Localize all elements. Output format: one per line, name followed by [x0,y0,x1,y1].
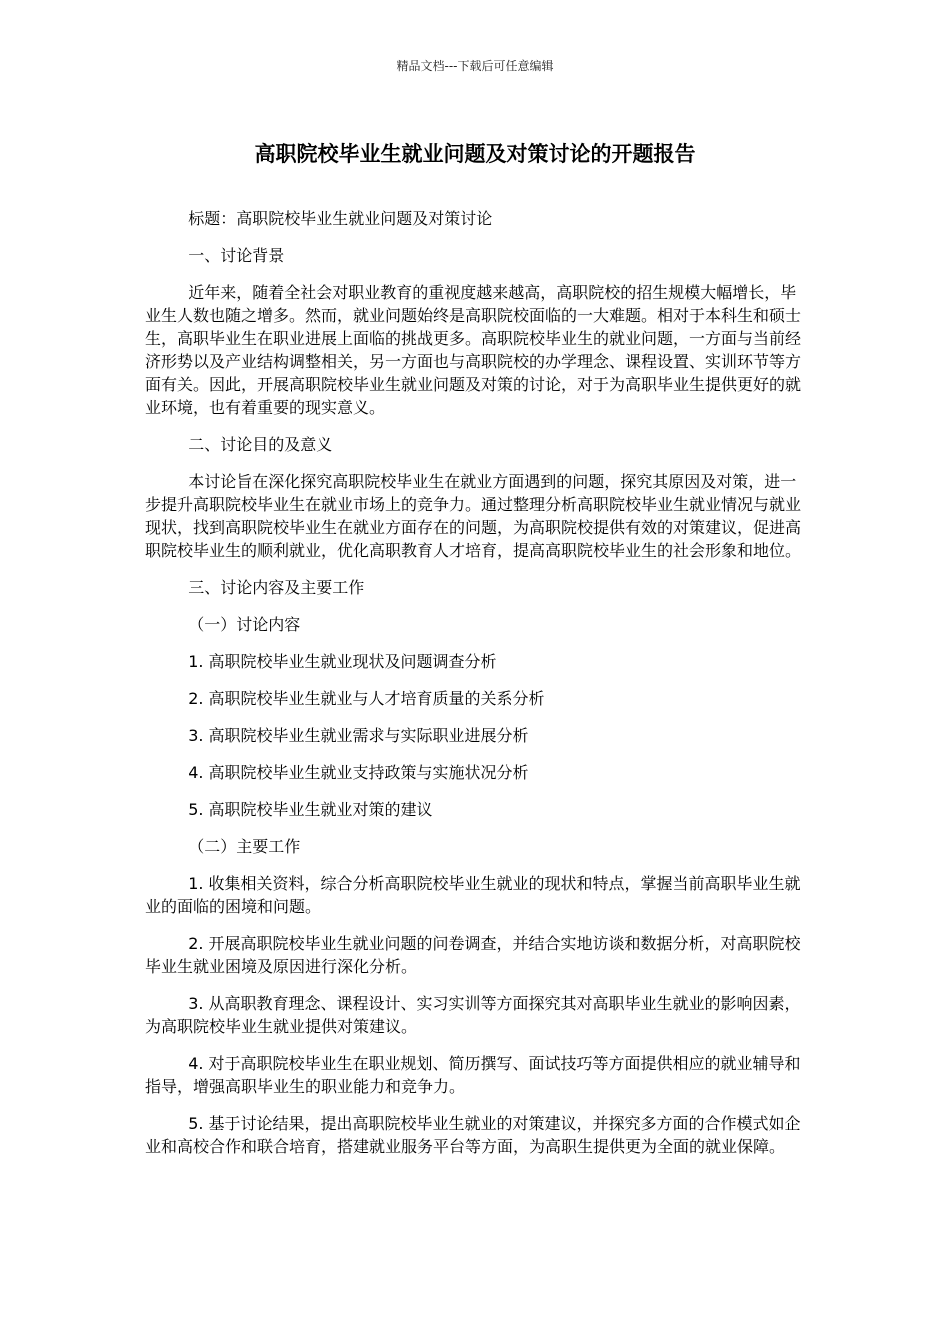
section-heading-content: 三、讨论内容及主要工作 [188,578,365,597]
header-note: 精品文档---下载后可任意编辑 [396,59,554,73]
subsection-heading-main-work: （二）主要工作 [188,837,301,856]
work-item: 4. 对于高职院校毕业生在职业规划、简历撰写、面试技巧等方面提供相应的就业辅导和指导，增强高职毕业生的职业能力和竞争力。 [145,1054,801,1096]
research-item: 2. 高职院校毕业生就业与人才培育质量的关系分析 [188,689,545,708]
research-item: 5. 高职院校毕业生就业对策的建议 [188,800,433,819]
work-item: 1. 收集相关资料，综合分析高职院校毕业生就业的现状和特点，掌握当前高职毕业生就业的面临的困境和问题。 [145,874,801,916]
work-item: 3. 从高职教育理念、课程设计、实习实训等方面探究其对高职毕业生就业的影响因素，为高职院校毕业生就业提供对策建议。 [145,994,801,1036]
document-title: 高职院校毕业生就业问题及对策讨论的开题报告 [254,142,696,166]
purpose-paragraph: 本讨论旨在深化探究高职院校毕业生在就业方面遇到的问题，探究其原因及对策，进一步提升高职院校毕业生在就业市场上的竞争力。通过整理分析高职院校毕业生就业情况与就业现状，找到高职院校毕业生在就业方面存在的问题，为高职院校提供有效的对策建议，促进高职院校毕业生的顺利就业，优化高职教育人才培育，提高高职院校毕业生的社会形象和地位。 [145,472,802,560]
subject-line: 标题：高职院校毕业生就业问题及对策讨论 [188,209,493,228]
subsection-heading-research-content: （一）讨论内容 [188,615,301,634]
section-heading-background: 一、讨论背景 [188,246,285,265]
research-item: 3. 高职院校毕业生就业需求与实际职业进展分析 [188,726,529,745]
background-paragraph: 近年来，随着全社会对职业教育的重视度越来越高，高职院校的招生规模大幅增长，毕业生人数也随之增多。然而，就业问题始终是高职院校面临的一大难题。相对于本科生和硕士生，高职毕业生在职业进展上面临的挑战更多。高职院校毕业生的就业问题，一方面与当前经济形势以及产业结构调整相关，另一方面也与高职院校的办学理念、课程设置、实训环节等方面有关。因此，开展高职院校毕业生就业问题及对策的讨论，对于为高职毕业生提供更好的就业环境，也有着重要的现实意义。 [145,283,802,417]
section-heading-purpose: 二、讨论目的及意义 [188,435,333,454]
document-body [145,207,805,1158]
work-item: 2. 开展高职院校毕业生就业问题的问卷调查，并结合实地访谈和数据分析，对高职院校毕业生就业困境及原因进行深化分析。 [145,934,801,976]
research-item: 4. 高职院校毕业生就业支持政策与实施状况分析 [188,763,529,782]
research-item: 1. 高职院校毕业生就业现状及问题调查分析 [188,652,497,671]
work-item: 5. 基于讨论结果，提出高职院校毕业生就业的对策建议，并探究多方面的合作模式如企业和高校合作和联合培育，搭建就业服务平台等方面，为高职生提供更为全面的就业保障。 [145,1114,801,1156]
